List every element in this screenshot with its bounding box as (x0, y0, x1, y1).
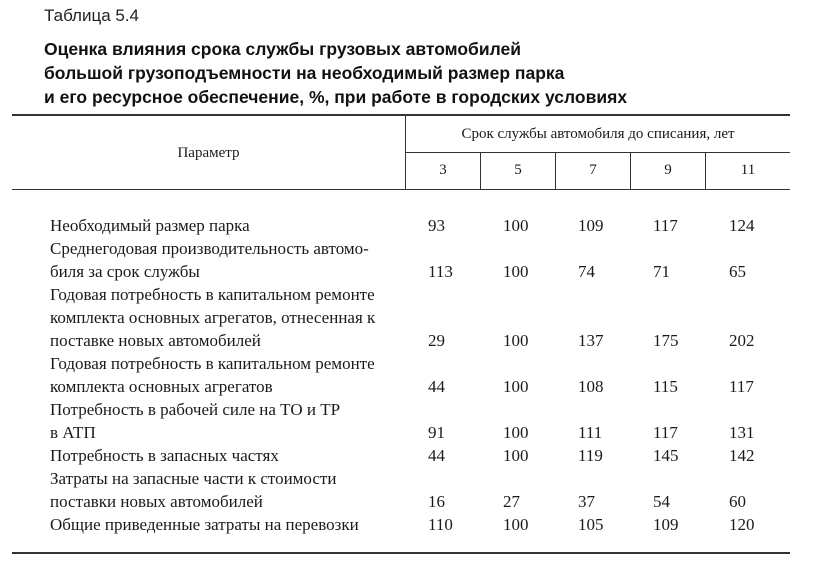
header-year: 11 (740, 162, 756, 178)
param-line: Потребность в рабочей силе на ТО и ТР (50, 400, 341, 419)
cell-value: 100 (503, 446, 529, 465)
cell-value: 74 (578, 262, 595, 281)
header-year: 9 (664, 162, 672, 178)
header-service-life: Срок службы автомобиля до списания, лет (461, 126, 735, 142)
cell-value: 108 (578, 377, 604, 396)
caption-line: большой грузоподъемности на необходимый размер парка (44, 63, 565, 83)
cell-value: 113 (428, 262, 453, 281)
table-top-rule (12, 114, 790, 116)
row-param (50, 444, 406, 467)
cell-value: 105 (578, 515, 604, 534)
cell-value: 100 (503, 515, 529, 534)
cell-value: 110 (428, 515, 453, 534)
param-line: Среднегодовая производительность автомо- (50, 239, 369, 258)
table-label: Таблица 5.4 (44, 6, 140, 25)
param-line: Годовая потребность в капитальном ремонте (50, 285, 375, 304)
cell-value: 65 (729, 262, 746, 281)
table-bottom-rule (12, 552, 790, 554)
row-param (50, 513, 406, 536)
header-year: 7 (589, 162, 597, 178)
row-param (50, 237, 406, 283)
cell-value: 100 (503, 216, 529, 235)
param-line: Необходимый размер парка (50, 216, 250, 235)
cell-value: 100 (503, 262, 529, 281)
cell-value: 54 (653, 492, 670, 511)
header-subdivider (405, 152, 790, 153)
param-line: поставки новых автомобилей (50, 492, 263, 511)
row-param (50, 283, 406, 352)
cell-value: 142 (729, 446, 755, 465)
row-param (50, 398, 406, 444)
cell-value: 202 (729, 331, 755, 350)
header-year: 5 (514, 162, 522, 178)
param-line: биля за срок службы (50, 262, 200, 281)
param-line: комплекта основных агрегатов, отнесенная к (50, 308, 376, 327)
caption-line: Оценка влияния срока службы грузовых автомобилей (44, 39, 522, 59)
cell-value: 111 (578, 423, 603, 442)
param-line: Затраты на запасные части к стоимости (50, 469, 337, 488)
param-line: в АТП (50, 423, 96, 442)
cell-value: 115 (653, 377, 678, 396)
cell-value: 60 (729, 492, 746, 511)
cell-value: 124 (729, 216, 755, 235)
param-line: Потребность в запасных частях (50, 446, 279, 465)
header-year: 3 (439, 162, 447, 178)
caption-line: и его ресурсное обеспечение, %, при работе в городских условиях (44, 87, 628, 107)
table-caption (44, 37, 744, 109)
cell-value: 175 (653, 331, 679, 350)
cell-value: 117 (653, 216, 678, 235)
cell-value: 29 (428, 331, 445, 350)
cell-value: 100 (503, 331, 529, 350)
cell-value: 117 (729, 377, 754, 396)
cell-value: 119 (578, 446, 603, 465)
cell-value: 131 (729, 423, 755, 442)
param-line: Годовая потребность в капитальном ремонте (50, 354, 375, 373)
cell-value: 91 (428, 423, 445, 442)
param-line: Общие приведенные затраты на перевозки (50, 515, 359, 534)
cell-value: 100 (503, 423, 529, 442)
cell-value: 27 (503, 492, 520, 511)
cell-value: 93 (428, 216, 445, 235)
cell-value: 100 (503, 377, 529, 396)
row-param (50, 467, 406, 513)
cell-value: 145 (653, 446, 679, 465)
cell-value: 137 (578, 331, 604, 350)
cell-value: 71 (653, 262, 670, 281)
cell-value: 44 (428, 446, 445, 465)
row-param (50, 214, 406, 237)
cell-value: 16 (428, 492, 445, 511)
param-line: комплекта основных агрегатов (50, 377, 273, 396)
cell-value: 44 (428, 377, 445, 396)
cell-value: 109 (653, 515, 679, 534)
param-line: поставке новых автомобилей (50, 331, 261, 350)
cell-value: 37 (578, 492, 595, 511)
cell-value: 117 (653, 423, 678, 442)
row-param (50, 352, 406, 398)
cell-value: 109 (578, 216, 604, 235)
header-param: Параметр (177, 145, 240, 161)
header-bottom-rule (12, 189, 790, 190)
cell-value: 120 (729, 515, 755, 534)
